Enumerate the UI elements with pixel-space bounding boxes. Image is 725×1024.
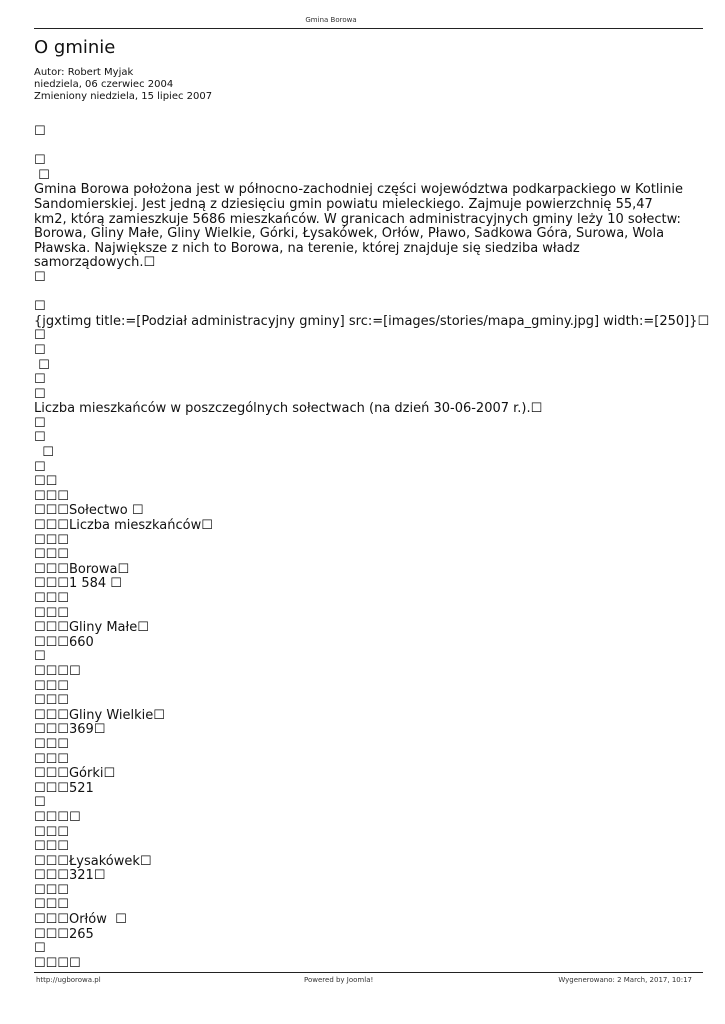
article-modified-date: Zmieniony niedziela, 15 lipiec 2007 <box>34 91 213 102</box>
content-line: ☐☐☐321☐ <box>34 868 106 884</box>
content-line: ☐☐☐ <box>34 591 69 606</box>
content-line: ☐☐☐ <box>34 736 69 752</box>
page-footer <box>34 976 692 986</box>
article-body <box>34 124 710 971</box>
content-line: ☐☐☐Orłów ☐ <box>34 912 127 928</box>
content-line: ☐ <box>34 795 46 811</box>
footer-url: http://ugborowa.pl <box>36 976 101 984</box>
content-line: ☐☐☐369☐ <box>34 722 106 738</box>
content-line: ☐☐☐Górki☐ <box>34 766 116 782</box>
content-line: ☐ <box>34 386 46 402</box>
content-line: ☐☐☐ <box>34 488 69 504</box>
content-line: ☐ <box>34 649 46 665</box>
content-line: ☐ <box>34 357 50 373</box>
content-line <box>34 140 684 155</box>
content-line: ☐☐☐Łysakówek☐ <box>34 853 152 869</box>
content-line: ☐☐☐ <box>34 824 69 840</box>
footer-divider <box>34 972 703 973</box>
content-line: ☐ <box>34 124 46 139</box>
content-line: {jgxtimg title:=[Podział administracyjny gminy] src:=[images/stories/mapa_gminy.jpg] width:=[250]}☐ <box>34 313 710 329</box>
content-line: ☐ <box>34 153 46 169</box>
content-line: ☐☐☐521 <box>34 780 94 796</box>
site-name: Gmina Borowa <box>305 16 357 24</box>
content-line: ☐☐☐1 584 ☐ <box>34 576 122 592</box>
content-line: ☐ <box>34 941 46 957</box>
content-line: ☐☐☐ <box>34 751 69 767</box>
intro-paragraph: Gmina Borowa położona jest w północno-zachodniej części województwa podkarpackiego w Kotlinie Sandomierskiej. Jest jedną z dziesięciu gmin powiatu mieleckiego. Zajmuje powierzchnię 55,47 km2, którą zamieszkuje 5686 mieszkańców. W granicach administracyjnych gminy leży 10 sołectw: Borowa, Gliny Małe, Gliny Wielkie, Górki, Łysakówek, Orłów, Pławo, Sadkowa Góra, Surowa, Wola Pławska. Największe z nich to Borowa, na terenie, której znajduje się siedziba władz samorządowych.☐ <box>34 182 683 271</box>
content-line: ☐ <box>34 459 46 475</box>
content-line: ☐ <box>34 269 46 285</box>
page-title: O gminie <box>34 37 116 58</box>
content-line: ☐☐☐ <box>34 839 69 855</box>
content-line: ☐☐☐ <box>34 693 69 709</box>
content-line: ☐☐☐☐ <box>34 809 81 825</box>
content-line: ☐ <box>34 342 46 358</box>
article-meta <box>34 67 212 103</box>
content-line: ☐☐ <box>34 474 58 490</box>
content-line: ☐☐☐ <box>34 882 69 898</box>
content-line: ☐ <box>34 430 46 446</box>
content-line: ☐☐☐ <box>34 547 69 563</box>
content-line: ☐☐☐660 <box>34 634 94 650</box>
content-line: ☐☐☐ <box>34 605 69 621</box>
content-line: ☐☐☐ <box>34 678 69 694</box>
content-line: ☐ <box>34 445 54 461</box>
article-author: Autor: Robert Myjak <box>34 67 134 78</box>
content-line: ☐☐☐Borowa☐ <box>34 561 130 577</box>
content-line: ☐☐☐Sołectwo ☐ <box>34 503 144 519</box>
content-line: Liczba mieszkańców w poszczególnych sołectwach (na dzień 30-06-2007 r.).☐ <box>34 401 543 417</box>
content-line: ☐☐☐265 <box>34 926 94 942</box>
content-line: ☐☐☐ <box>34 532 69 548</box>
footer-powered-by: Powered by Joomla! <box>304 976 374 984</box>
content-line: ☐☐☐ <box>34 897 69 913</box>
content-line: ☐☐☐Liczba mieszkańców☐ <box>34 518 213 534</box>
footer-generated: Wygenerowano: 2 March, 2017, 10:17 <box>558 976 692 984</box>
content-line: ☐☐☐Gliny Małe☐ <box>34 620 149 636</box>
content-line: ☐ <box>34 328 46 344</box>
content-line <box>34 286 684 301</box>
content-lines <box>34 269 710 972</box>
content-line: ☐☐☐☐ <box>34 955 81 971</box>
content-line: ☐ <box>34 167 50 183</box>
content-line: ☐☐☐☐ <box>34 663 81 679</box>
header-divider <box>34 28 703 29</box>
content-line: ☐ <box>34 372 46 388</box>
content-line: ☐ <box>34 299 46 315</box>
content-line: ☐ <box>34 415 46 431</box>
content-line: ☐☐☐Gliny Wielkie☐ <box>34 707 165 723</box>
article-created-date: niedziela, 06 czerwiec 2004 <box>34 79 174 90</box>
